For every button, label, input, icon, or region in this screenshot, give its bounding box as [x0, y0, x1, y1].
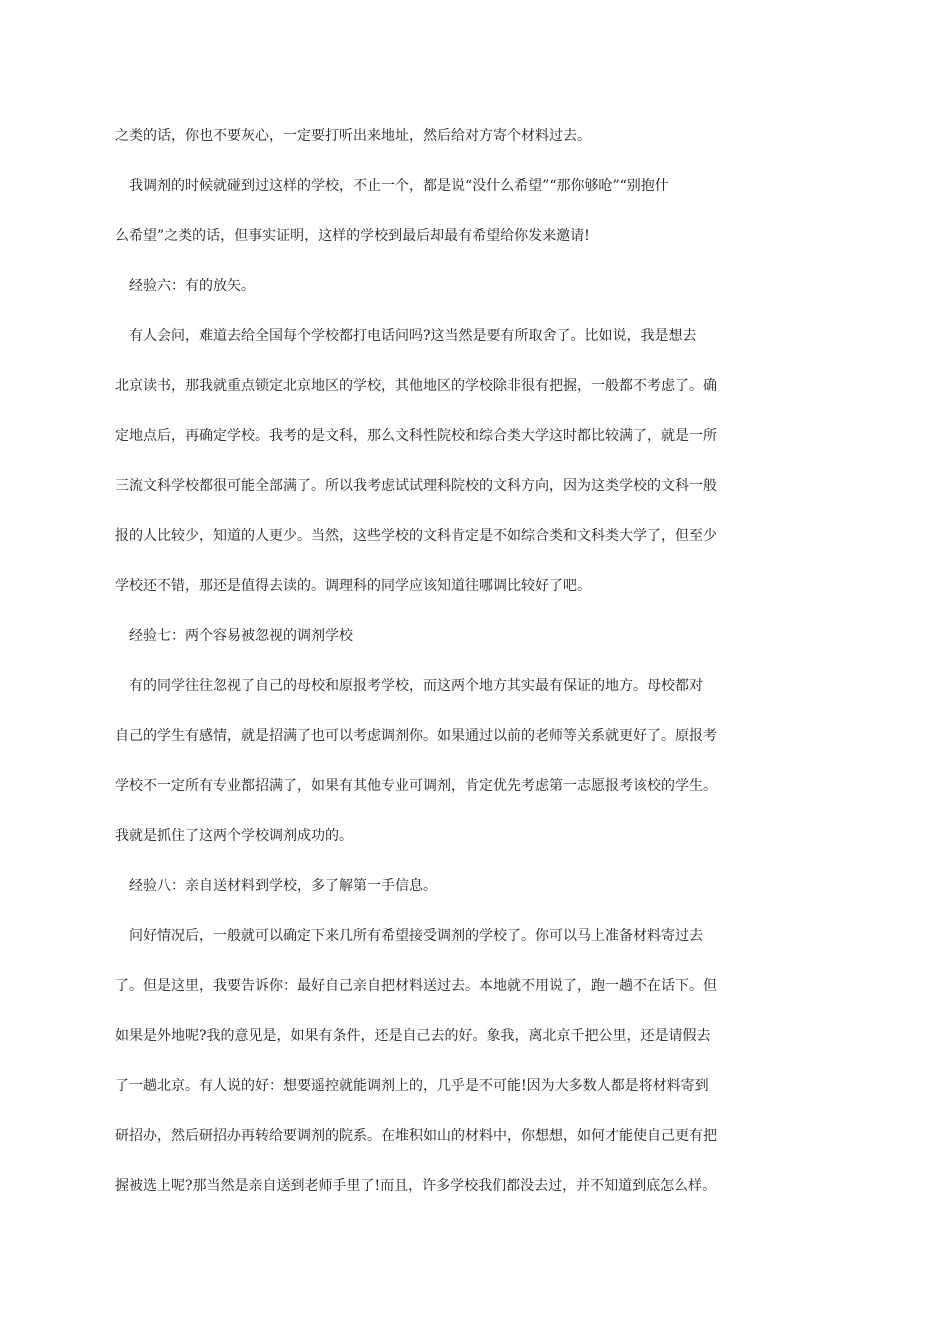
- text-line: 学校不一定所有专业都招满了，如果有其他专业可调剂，肯定优先考虑第一志愿报考该校的学生。: [115, 778, 717, 794]
- text-line: 了。但是这里，我要告诉你：最好自己亲自把材料送过去。本地就不用说了，跑一趟不在话下。但: [115, 978, 717, 994]
- text-line: 自己的学生有感情，就是招满了也可以考虑调剂你。如果通过以前的老师等关系就更好了。原报考: [115, 728, 717, 744]
- text-line: 我就是抓住了这两个学校调剂成功的。: [115, 828, 353, 844]
- section-heading: 经验八：亲自送材料到学校，多了解第一手信息。: [115, 878, 437, 894]
- text-line: 问好情况后，一般就可以确定下来几所有希望接受调剂的学校了。你可以马上准备材料寄过去: [115, 928, 703, 944]
- text-line: 我调剂的时候就碰到过这样的学校，不止一个，都是说“没什么希望”“那你够呛”“别抱什: [115, 178, 669, 194]
- text-line: 定地点后，再确定学校。我考的是文科，那么文科性院校和综合类大学这时都比较满了，就是一所: [115, 428, 717, 444]
- text-line: 握被选上呢?那当然是亲自送到老师手里了!而且，许多学校我们都没去过，并不知道到底怎么样。: [115, 1178, 717, 1194]
- text-line: 北京读书，那我就重点锁定北京地区的学校，其他地区的学校除非很有把握，一般都不考虑了。确: [115, 378, 717, 394]
- text-line: 如果是外地呢?我的意见是，如果有条件，还是自己去的好。象我，离北京千把公里，还是请假去: [115, 1028, 711, 1044]
- text-line: 三流文科学校都很可能全部满了。所以我考虑试试理科院校的文科方向，因为这类学校的文科一般: [115, 478, 717, 494]
- text-line: 么希望”之类的话，但事实证明，这样的学校到最后却最有希望给你发来邀请!: [115, 228, 590, 244]
- section-heading: 经验七：两个容易被忽视的调剂学校: [115, 628, 353, 644]
- text-line: 研招办，然后研招办再转给要调剂的院系。在堆积如山的材料中，你想想，如何才能使自己更有把: [115, 1128, 717, 1144]
- text-line: 报的人比较少，知道的人更少。当然，这些学校的文科肯定是不如综合类和文科类大学了，但至少: [115, 528, 717, 544]
- text-line: 之类的话，你也不要灰心，一定要打听出来地址，然后给对方寄个材料过去。: [115, 128, 591, 144]
- text-line: 有的同学往往忽视了自己的母校和原报考学校，而这两个地方其实最有保证的地方。母校都对: [115, 678, 703, 694]
- section-heading: 经验六：有的放矢。: [115, 278, 255, 294]
- text-line: 了一趟北京。有人说的好：想要遥控就能调剂上的，几乎是不可能!因为大多数人都是将材料寄到: [115, 1078, 709, 1094]
- text-line: 学校还不错，那还是值得去读的。调理科的同学应该知道往哪调比较好了吧。: [115, 578, 591, 594]
- text-line: 有人会问，难道去给全国每个学校都打电话问吗?这当然是要有所取舍了。比如说，我是想去: [115, 328, 697, 344]
